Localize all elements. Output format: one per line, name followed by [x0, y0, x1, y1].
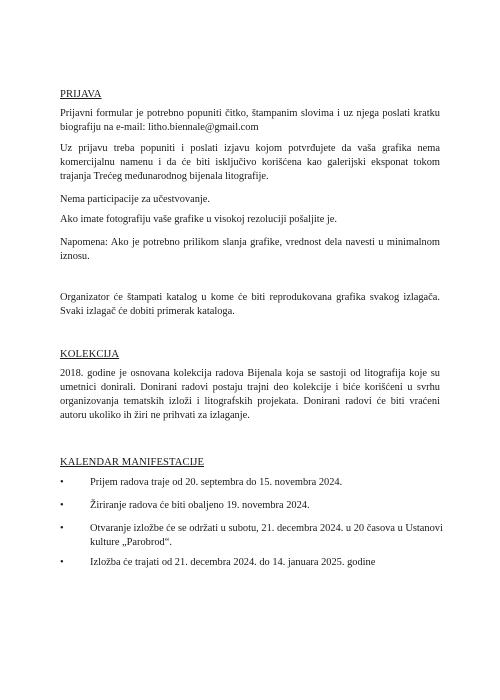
calendar-item-text: Otvaranje izložbe će se održati u subotu, 21. decembra 2024. u 20 časova u Ustanovi kulture „Parobrod“. — [90, 523, 443, 548]
section-heading-kalendar: KALENDAR MANIFESTACIJE — [60, 457, 205, 468]
paragraph-collection: 2018. godine je osnovana kolekcija radova Bijenala koja se sastoji od litografija koje su umetnici donirali. Donirani radovi postaju trajni deo kolekcije i biće korišćeni u svrhu organizovanja tematskih izloži i litografskih projekata. Donirani radovi će biti vraćeni autoru ukoliko ih žiri ne prihvati za izlaganje. — [60, 368, 440, 421]
section-heading-prijava: PRIJAVA — [60, 89, 102, 100]
section-heading-kolekcija: KOLEKCIJA — [60, 349, 120, 360]
bullet-icon: • — [60, 477, 64, 488]
calendar-item-text: Prijem radova traje od 20. septembra do 15. novembra 2024. — [90, 477, 343, 488]
calendar-item — [60, 522, 450, 552]
bullet-icon: • — [60, 500, 64, 511]
paragraph-application-form: Prijavni formular je potrebno popuniti čitko, štampanim slovima i uz njega poslati kratku biografiju na e-mail: litho.biennale@gmail.com — [60, 108, 440, 133]
paragraph-note: Napomena: Ako je potrebno prilikom slanja grafike, vrednost dela navesti u minimalnom iznosu. — [60, 237, 440, 262]
paragraph-photo: Ako imate fotografiju vaše grafike u visokoj rezoluciji pošaljite je. — [60, 214, 338, 225]
calendar-item-text: Izložba će trajati od 21. decembra 2024. do 14. januara 2025. godine — [90, 557, 376, 568]
bullet-icon: • — [60, 557, 64, 568]
calendar-item — [60, 556, 450, 586]
paragraph-statement: Uz prijavu treba popuniti i poslati izjavu kojom potvrđujete da vaša grafika nema komercijalnu namenu i da će biti isključivo korišćena kao galerijski eksponat tokom trajanja Trećeg međunarodnog bijenala litografije. — [60, 143, 440, 182]
bullet-icon: • — [60, 523, 64, 534]
paragraph-no-fee: Nema participacije za učestvovanje. — [60, 194, 211, 205]
calendar-item-text: Žiriranje radova će biti obaljeno 19. novembra 2024. — [90, 500, 310, 511]
paragraph-catalog: Organizator će štampati katalog u kome će biti reprodukovana grafika svakog izlagača. Svaki izlagač će dobiti primerak kataloga. — [60, 292, 440, 317]
